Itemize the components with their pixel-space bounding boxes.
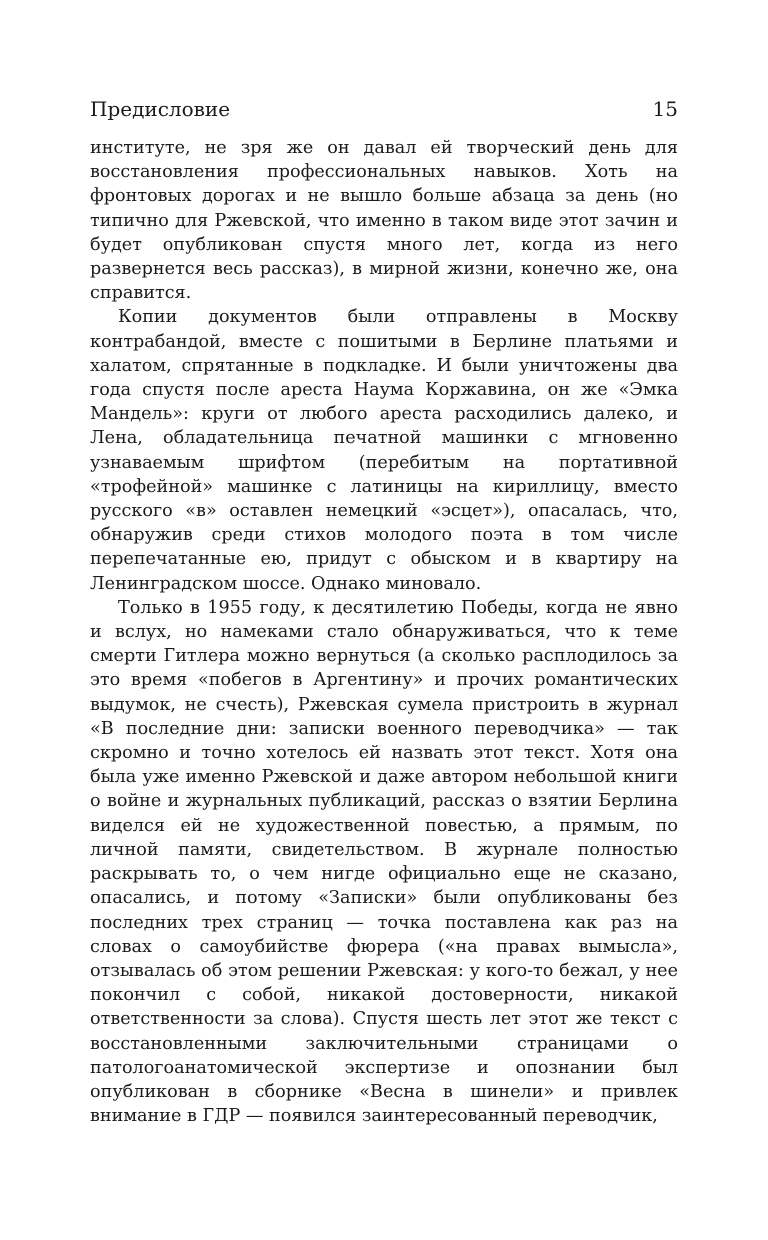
page-number: 15 — [652, 97, 678, 121]
paragraph-2: Копии документов были отправлены в Москву контрабандой, вместе с пошитыми в Берлине платьями и халатом, спрятанные в подкладке. И были уничтожены два года спустя после ареста Наума Коржавина, он же «Эмка Мандель»: круги от любого ареста расходились далеко, и Лена, обладательница печатной машинки с мгновенно узнаваемым шрифтом (перебитым на портативной «трофейной» машинке с латиницы на кириллицу, вместо русского «в» оставлен немецкий «эсцет»), опасалась, что, обнаружив среди стихов молодого поэта в том числе перепечатанные ею, придут с обыском и в квартиру на Ленинградском шоссе. Однако миновало. — [90, 307, 678, 594]
running-header — [90, 96, 678, 122]
chapter-title: Предисловие — [90, 97, 231, 121]
body-text — [90, 136, 678, 1128]
paragraph-1: институте, не зря же он давал ей творческий день для восстановления профессиональных навыков. Хоть на фронтовых дорогах и не вышло больше абзаца за день (но типично для Ржевской, что именно в таком виде этот зачин и будет опубликован спустя много лет, когда из него развернется весь рассказ), в мирной жизни, конечно же, она справится. — [90, 138, 678, 304]
book-page — [90, 96, 678, 1128]
paragraph-3: Только в 1955 году, к десятилетию Победы, когда не явно и вслух, но намеками стало обнаруживаться, что к теме смерти Гитлера можно вернуться (а сколько расплодилось за это время «побегов в Аргентину» и прочих романтических выдумок, не счесть), Ржевская сумела пристроить в журнал «В последние дни: записки военного переводчика» — так скромно и точно хотелось ей назвать этот текст. Хотя она была уже именно Ржевской и даже автором небольшой книги о войне и журнальных публикаций, рассказ о взятии Берлина виделся ей не художественной повестью, а прямым, по личной памяти, свидетельством. В журнале полностью раскрывать то, о чем нигде официально еще не сказано, опасались, и потому «Записки» были опубликованы без последних трех страниц — точка поставлена как раз на словах о самоубийстве фюрера («на правах вымысла», отзывалась об этом решении Ржевская: у кого-то бежал, у нее покончил с собой, никакой достоверности, никакой ответственности за слова). Спустя шесть лет этот же текст с восстановленными заключительными страницами о патологоанатомической экспертизе и опознании был опубликован в сборнике «Весна в шинели» и привлек внимание в ГДР — появился заинтересованный переводчик, — [90, 597, 678, 1127]
